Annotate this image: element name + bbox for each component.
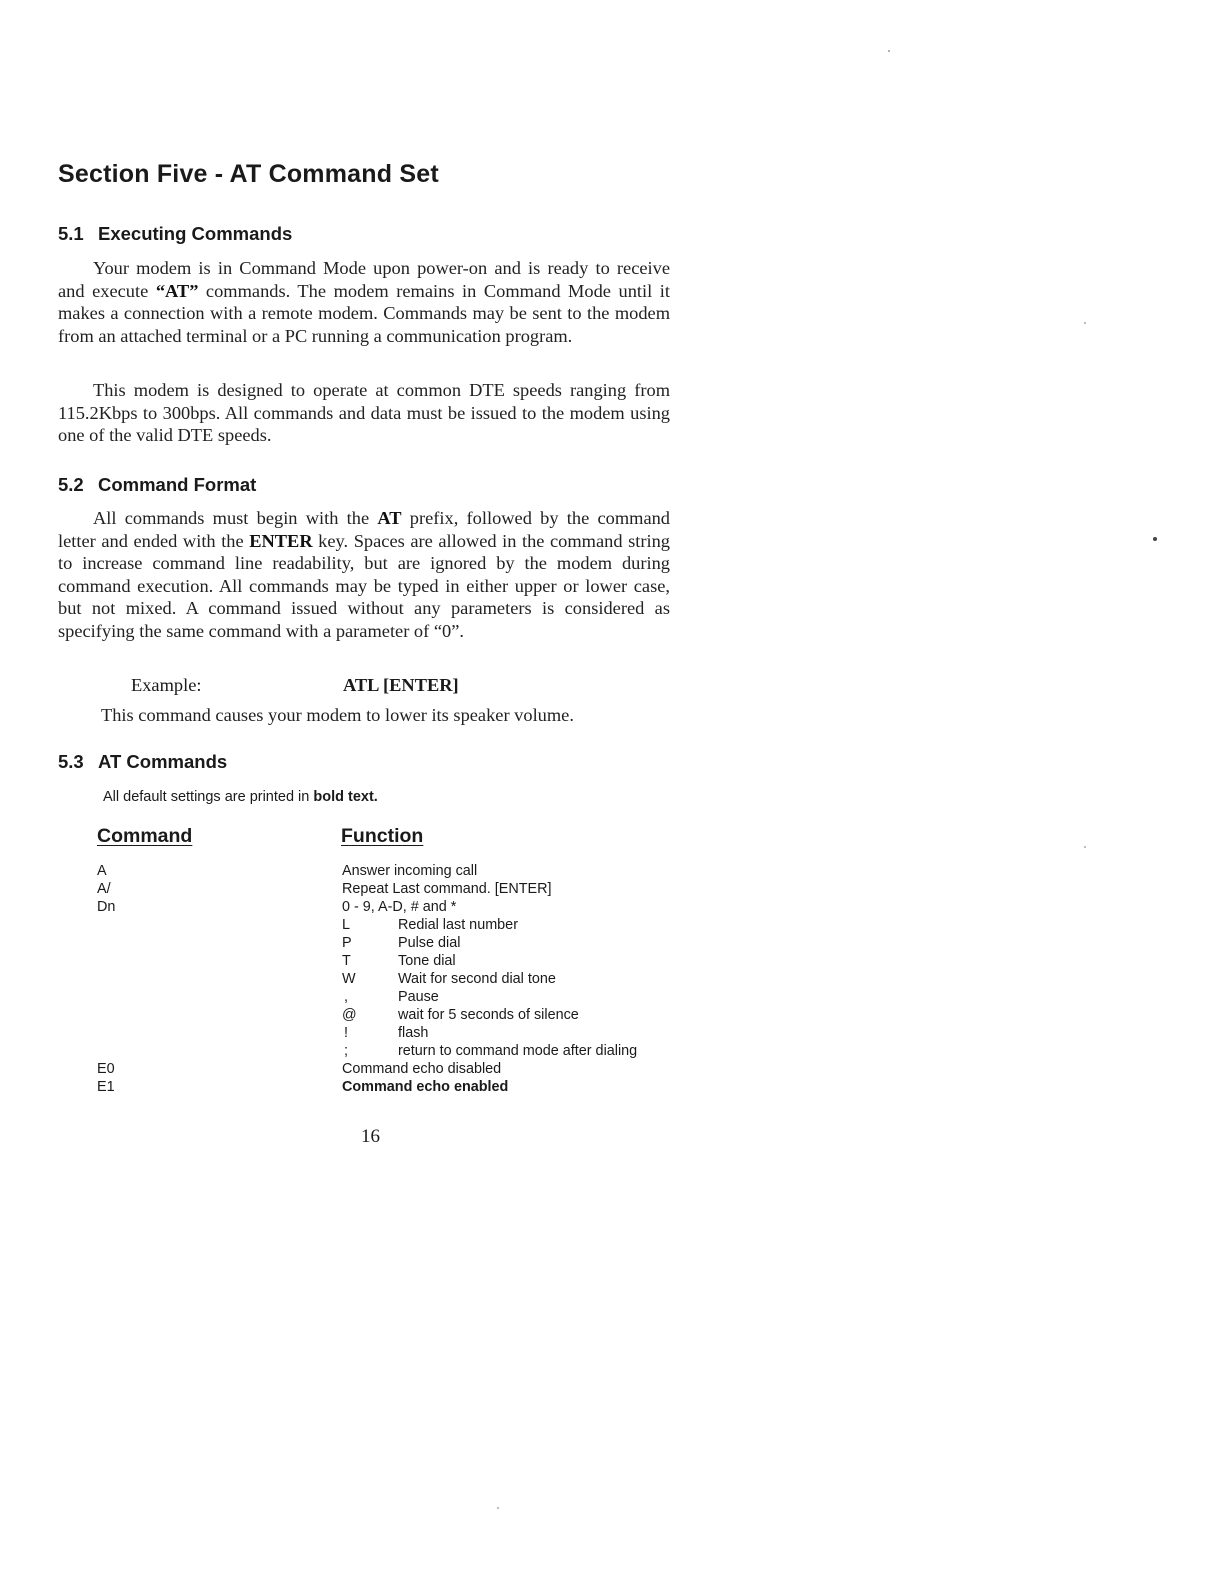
command-cell: E1	[97, 1079, 115, 1095]
command-cell: Dn	[97, 899, 116, 915]
note-bold-text: bold text.	[313, 789, 378, 805]
dial-modifier-key: ;	[344, 1043, 348, 1059]
paragraph-text: key. Spaces are allowed in the command string to increase command line readability, but are ignored by the modem during command execution. All commands may be typed in either upper or lower case, but not mixed. A command issued without any parameters is considered as specifying the same command with a parameter of “0”.	[58, 530, 670, 641]
paragraph-executing-1	[58, 257, 670, 347]
subsection-title: Command Format	[98, 474, 257, 495]
paragraph-bold-enter: ENTER	[249, 530, 313, 551]
defaults-note	[103, 789, 378, 805]
subsection-title: Executing Commands	[98, 223, 293, 244]
paragraph-executing-2: This modem is designed to operate at common DTE speeds ranging from 115.2Kbps to 300bps. All commands and data must be issued to the modem using one of the valid DTE speeds.	[58, 380, 670, 446]
dial-modifier-desc: Redial last number	[398, 917, 518, 933]
scan-speck	[497, 1507, 499, 1509]
column-header-command: Command	[97, 825, 193, 847]
example-command: ATL [ENTER]	[343, 675, 459, 695]
function-cell: 0 - 9, A-D, # and *	[342, 899, 457, 915]
subsection-number: 5.1	[58, 223, 84, 244]
paragraph-text: commands. The modem remains in Command Mode until it makes a connection with a remote modem. Commands may be sent to the modem from an attached terminal or a PC running a communication program.	[58, 280, 670, 346]
dial-modifier-desc: Pause	[398, 989, 439, 1005]
paragraph-command-format	[58, 507, 670, 643]
dial-modifier-desc: Tone dial	[398, 953, 456, 969]
command-cell: A/	[97, 881, 111, 897]
dial-modifier-desc: wait for 5 seconds of silence	[398, 1007, 579, 1023]
paragraph-text: prefix, followed by the command letter and ended with the	[58, 508, 670, 551]
note-text: All default settings are printed in	[103, 789, 314, 805]
subsection-heading-5-2	[58, 474, 256, 496]
dial-modifier-key: !	[344, 1025, 348, 1041]
subsection-heading-5-1	[58, 223, 292, 245]
function-cell: Repeat Last command. [ENTER]	[342, 881, 552, 897]
function-cell: Answer incoming call	[342, 863, 478, 879]
dial-modifier-key: W	[342, 971, 356, 987]
dial-modifier-key: ,	[344, 989, 348, 1005]
paragraph-text: All commands must begin with the	[93, 508, 378, 528]
paragraph-bold-at: “AT”	[155, 280, 199, 301]
dial-modifier-desc: return to command mode after dialing	[398, 1043, 638, 1059]
example-description: This command causes your modem to lower its speaker volume.	[101, 705, 574, 725]
paragraph-text: Your modem is in Command Mode upon power-on and is ready to receive and execute	[58, 258, 670, 301]
example-label: Example:	[131, 675, 202, 695]
scan-speck	[1084, 322, 1086, 324]
dial-modifier-desc: flash	[398, 1025, 429, 1041]
subsection-number: 5.3	[58, 751, 84, 772]
command-cell: A	[97, 863, 107, 879]
dial-modifier-key: P	[342, 935, 352, 951]
section-title: Section Five - AT Command Set	[58, 160, 439, 188]
scan-speck	[888, 50, 890, 52]
scan-speck	[1153, 537, 1157, 541]
paragraph-bold-at: AT	[377, 508, 402, 528]
dial-modifier-key: T	[342, 953, 351, 969]
subsection-number: 5.2	[58, 474, 84, 495]
subsection-title: AT Commands	[98, 751, 228, 772]
scan-speck	[1084, 846, 1086, 848]
dial-modifier-key: @	[342, 1007, 357, 1023]
dial-modifier-key: L	[342, 917, 351, 933]
subsection-heading-5-3	[58, 751, 227, 773]
function-cell-default: Command echo enabled	[342, 1079, 509, 1095]
dial-modifier-desc: Pulse dial	[398, 935, 461, 951]
page-number: 16	[361, 1126, 380, 1147]
function-cell: Command echo disabled	[342, 1061, 502, 1077]
command-cell: E0	[97, 1061, 115, 1077]
dial-modifier-desc: Wait for second dial tone	[398, 971, 556, 987]
column-header-function: Function	[341, 825, 424, 847]
